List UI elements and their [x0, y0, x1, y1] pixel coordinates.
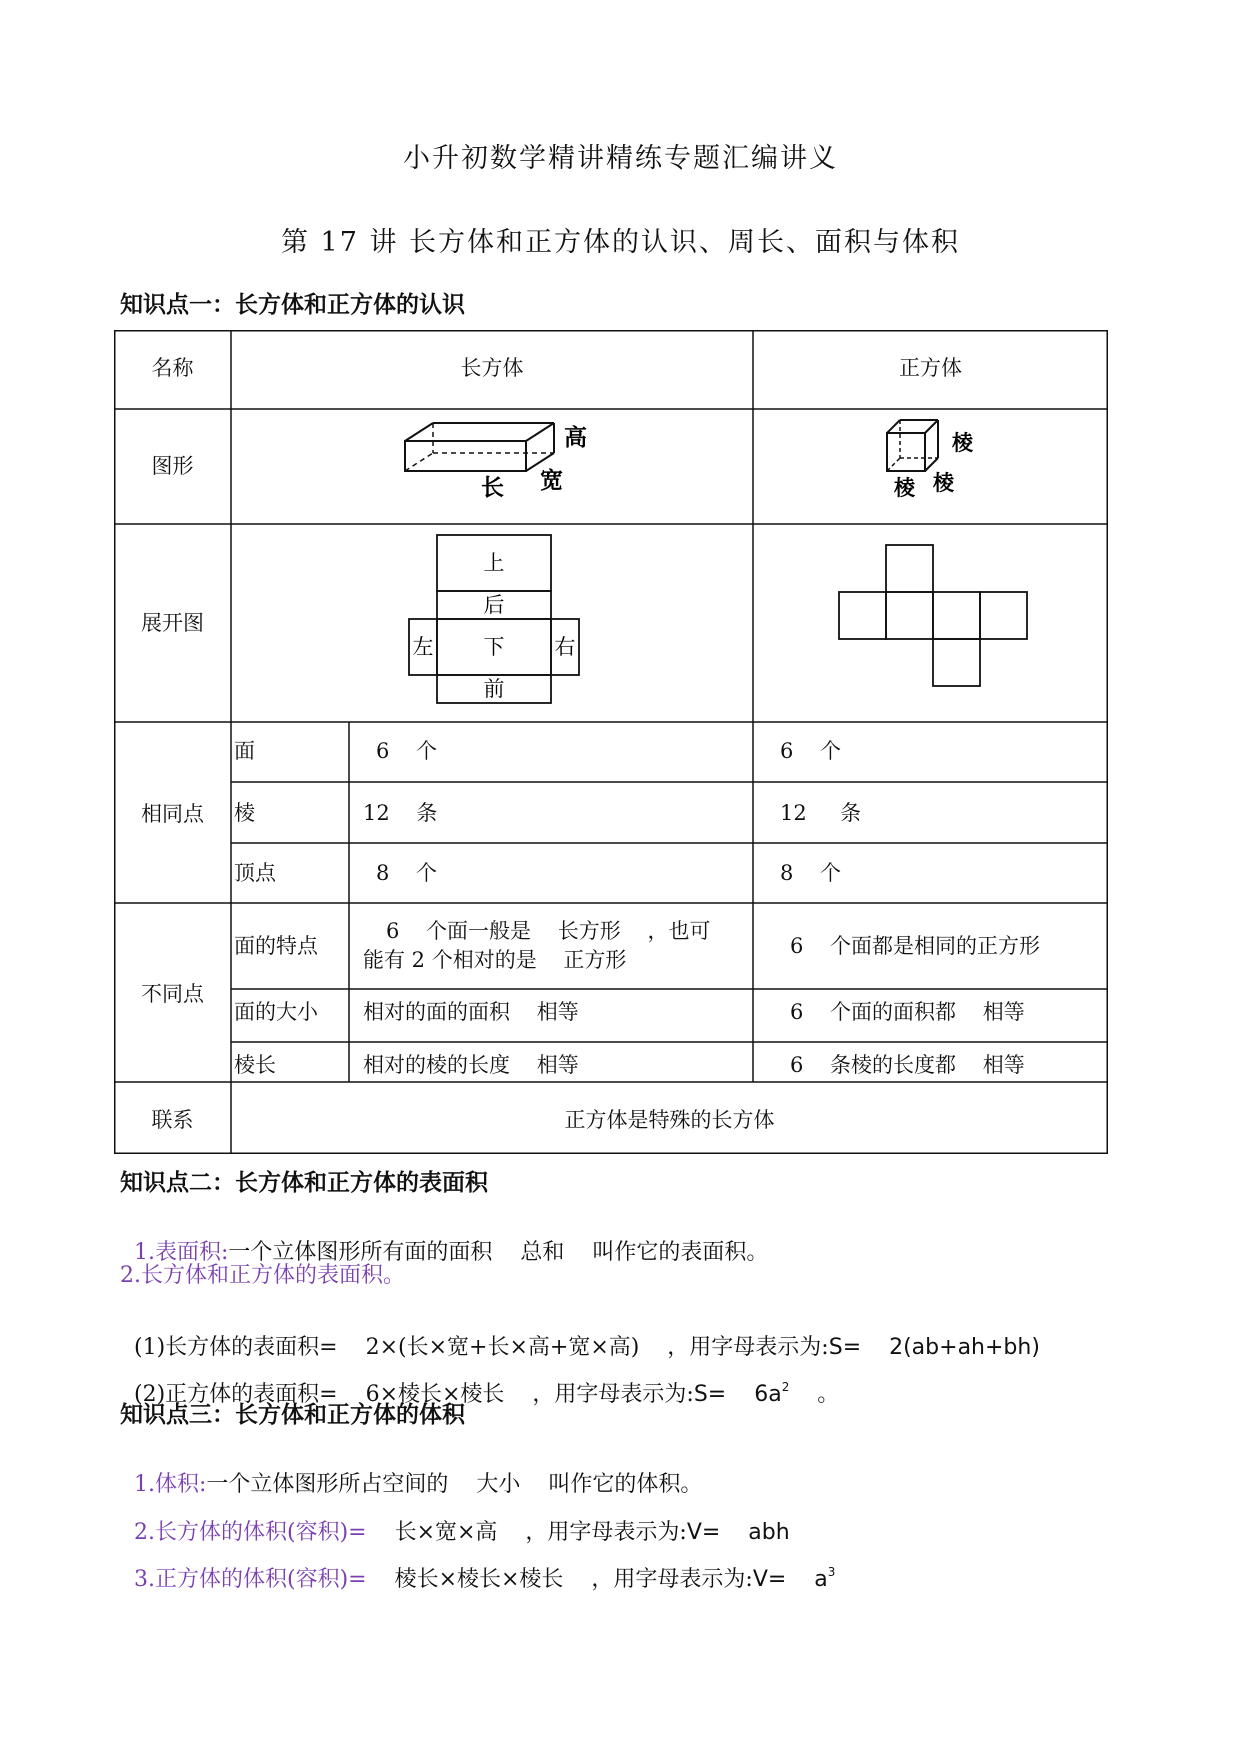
diff-edge-length-cube: 6 条棱的长度都 相等 — [790, 1053, 1025, 1077]
same-edges-cube: 12 条 — [780, 801, 862, 825]
kp3-line1-text: 一个立体图形所占空间的 大小 叫作它的体积。 — [206, 1472, 703, 1497]
net-bottom-label: 下 — [483, 635, 505, 659]
diff-face-size-cube: 6 个面的面积都 相等 — [790, 1000, 1025, 1024]
row-label-net: 展开图 — [141, 611, 204, 635]
kp3-line3-prefix: 3.正方体的体积(容积)= — [134, 1567, 367, 1592]
relation-text: 正方体是特殊的长方体 — [564, 1108, 775, 1132]
row-label-differences: 不同点 — [141, 982, 204, 1006]
net-back-label: 后 — [483, 593, 505, 617]
kp3-line3-exponent: 3 — [827, 1565, 836, 1579]
kp2-line4-formula: S= 6a — [693, 1382, 782, 1407]
kp2-line1-prefix: 1.表面积: — [134, 1240, 229, 1265]
cube-edge-label-bottom-left: 棱 — [894, 475, 915, 500]
cube-edge-label-right: 棱 — [952, 430, 973, 455]
cuboid-length-label: 长 — [481, 474, 504, 501]
kp2-line3-formula: S= 2(ab+ah+bh) — [828, 1335, 1040, 1360]
kp2-line2: 2.长方体和正方体的表面积。 — [120, 1263, 405, 1288]
kp2-line4-end: 。 — [789, 1382, 840, 1407]
kp2-line1-text: 一个立体图形所有面的面积 总和 叫作它的表面积。 — [228, 1240, 769, 1265]
net-front-label: 前 — [483, 677, 505, 701]
net-top-label: 上 — [483, 551, 505, 575]
cube-figure — [887, 420, 938, 471]
same-vertices-label: 顶点 — [234, 861, 276, 885]
kp3-line3-formula: V= a — [752, 1567, 828, 1592]
same-edges-cuboid: 12 条 — [363, 801, 438, 825]
net-right-label: 右 — [554, 635, 576, 659]
document-title: 小升初数学精讲精练专题汇编讲义 — [403, 143, 838, 174]
cuboid-width-label: 宽 — [540, 467, 563, 494]
kp3-line2-text: 长×宽×高 ，用字母表示为: — [366, 1520, 687, 1545]
cuboid-figure — [405, 423, 554, 471]
kp3-line3-text: 棱长×棱长×棱长 ，用字母表示为: — [366, 1567, 753, 1592]
same-faces-cuboid: 6 个 — [376, 739, 438, 763]
diff-face-features-cuboid-line1: 6 个面一般是 长方形 ，也可 — [386, 919, 711, 943]
diff-face-features-label: 面的特点 — [234, 934, 318, 958]
header-cuboid: 长方体 — [460, 356, 524, 380]
cube-edge-label-bottom-right: 棱 — [933, 470, 954, 495]
kp3-line2-prefix: 2.长方体的体积(容积)= — [134, 1520, 367, 1545]
kp2-heading: 知识点二：长方体和正方体的表面积 — [120, 1170, 488, 1196]
diff-face-features-cuboid-line2: 能有 2 个相对的是 正方形 — [363, 948, 627, 972]
diff-edge-length-cuboid: 相对的棱的长度 相等 — [363, 1053, 579, 1077]
same-faces-label: 面 — [234, 739, 255, 763]
diff-face-features-cube: 6 个面都是相同的正方形 — [790, 934, 1041, 958]
kp3-line1-prefix: 1.体积: — [134, 1472, 207, 1497]
header-name: 名称 — [151, 356, 194, 380]
same-vertices-cube: 8 个 — [780, 861, 842, 885]
diff-face-size-label: 面的大小 — [234, 1000, 318, 1024]
header-cube: 正方体 — [899, 356, 962, 380]
same-faces-cube: 6 个 — [780, 739, 842, 763]
kp3-line-cube-volume — [120, 1537, 835, 1593]
table-grid — [114, 330, 1108, 1154]
same-vertices-cuboid: 8 个 — [376, 861, 438, 885]
same-edges-label: 棱 — [234, 801, 255, 825]
kp3-line2-formula: V= abh — [686, 1520, 790, 1545]
row-label-relation: 联系 — [151, 1108, 194, 1132]
kp3-heading: 知识点三：长方体和正方体的体积 — [120, 1402, 465, 1428]
kp2-line3-text: (1)长方体的表面积= 2×(长×宽+长×高+宽×高) ，用字母表示为: — [134, 1335, 829, 1360]
diff-face-size-cuboid: 相对的面的面积 相等 — [363, 1000, 579, 1024]
comparison-table — [114, 330, 1108, 1154]
cube-net — [839, 545, 1027, 686]
kp1-heading: 知识点一：长方体和正方体的认识 — [120, 292, 465, 318]
row-label-shape: 图形 — [151, 454, 194, 478]
lecture-title: 第 17 讲 长方体和正方体的认识、周长、面积与体积 — [280, 227, 961, 258]
row-label-similarities: 相同点 — [141, 802, 204, 826]
kp2-line4-exponent: 2 — [781, 1380, 790, 1394]
kp2-line4-text: (2)正方体的表面积= 6×棱长×棱长 ，用字母表示为: — [134, 1382, 694, 1407]
cuboid-height-label: 高 — [564, 424, 587, 451]
diff-edge-length-label: 棱长 — [234, 1053, 276, 1077]
net-left-label: 左 — [412, 635, 434, 659]
